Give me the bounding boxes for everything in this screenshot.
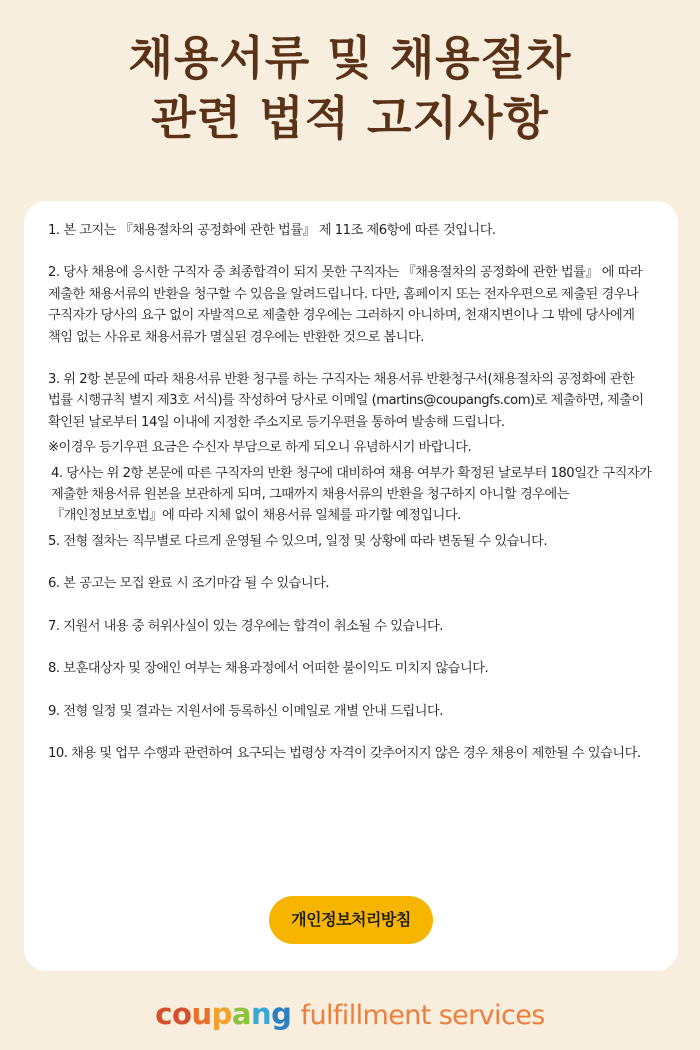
notice-item-2: 2. 당사 채용에 응시한 구직자 중 최종합격이 되지 못한 구직자는 『채용절차의 공정화에 관한 법률』 에 따라 제출한 채용서류의 반환을 청구할 수 있음을 알려드립니다. 다만, 홈페이지 또는 전자우편으로 제출된 경우나 구직자가 당사의 요구 없이 자발적으로 제출한 경우에는 그러하지 아니하며, 천재지변이나 그 밖에 당사에게 책임 없는 사유로 채용서류가 멸실된 경우에는 반환한 것으로 봅니다. xyxy=(48,265,643,345)
page-title xyxy=(0,28,700,148)
fulfillment-services-wordmark: fulfillment services xyxy=(300,1000,545,1031)
notice-item-5: 5. 전형 절차는 직무별로 다르게 운영될 수 있으며, 일정 및 상황에 따라 변동될 수 있습니다. xyxy=(48,533,548,549)
notice-remark: ※이경우 등기우편 요금은 수신자 부담으로 하게 되오니 유념하시기 바랍니다. xyxy=(48,440,472,456)
coupang-letter: u xyxy=(191,997,212,1031)
notice-item-3: 3. 위 2항 본문에 따라 채용서류 반환 청구를 하는 구직자는 채용서류 반환청구서(채용절차의 공정화에 관한 법률 시행규칙 별지 제3호 서식)를 작성하여 당사로 이메일 (martins@coupangfs.com)로 제출하면, 제출이 확인된 날로부터 14일 이내에 지정한 주소지로 등기우편을 통하여 발송해 드립니다. xyxy=(48,372,644,430)
notice-item-6: 6. 본 공고는 모집 완료 시 조기마감 될 수 있습니다. xyxy=(48,576,330,592)
notice-item-4: 4. 당사는 위 2항 본문에 따른 구직자의 반환 청구에 대비하여 채용 여부가 확정된 날로부터 180일간 구직자가 제출한 채용서류 원본을 보관하게 되며, 그때까지 채용서류의 반환을 청구하지 아니할 경우에는 『개인정보보호법』에 따라 지체 없이 채용서류 일체를 파기할 예정입니다. xyxy=(51,465,652,524)
coupang-letter: o xyxy=(172,997,192,1031)
coupang-letter: a xyxy=(231,997,251,1031)
coupang-fulfillment-logo xyxy=(0,994,700,1036)
coupang-wordmark xyxy=(155,997,291,1031)
notice-item-1: 1. 본 고지는 『채용절차의 공정화에 관한 법률』 제 11조 제6항에 따른 것입니다. xyxy=(48,223,496,238)
notice-item-9: 9. 전형 일정 및 결과는 지원서에 등록하신 이메일로 개별 안내 드립니다. xyxy=(48,703,443,719)
page-title-line-1: 채용서류 및 채용절차 xyxy=(128,31,572,85)
coupang-letter: g xyxy=(271,997,292,1031)
notice-card xyxy=(24,201,678,971)
coupang-letter: c xyxy=(155,997,172,1031)
coupang-letter: p xyxy=(211,997,232,1031)
notice-item-7: 7. 지원서 내용 중 허위사실이 있는 경우에는 합격이 취소될 수 있습니다. xyxy=(48,618,443,634)
coupang-letter: n xyxy=(250,997,272,1031)
notice-item-8: 8. 보훈대상자 및 장애인 여부는 채용과정에서 어떠한 불이익도 미치지 않습니다. xyxy=(48,661,489,677)
page-title-line-2: 관련 법적 고지사항 xyxy=(151,91,549,145)
privacy-button-wrap xyxy=(24,896,678,944)
privacy-policy-button[interactable]: 개인정보처리방침 xyxy=(269,896,433,944)
notice-item-10: 10. 채용 및 업무 수행과 관련하여 요구되는 법령상 자격이 갖추어지지 않은 경우 채용이 제한될 수 있습니다. xyxy=(48,745,641,761)
